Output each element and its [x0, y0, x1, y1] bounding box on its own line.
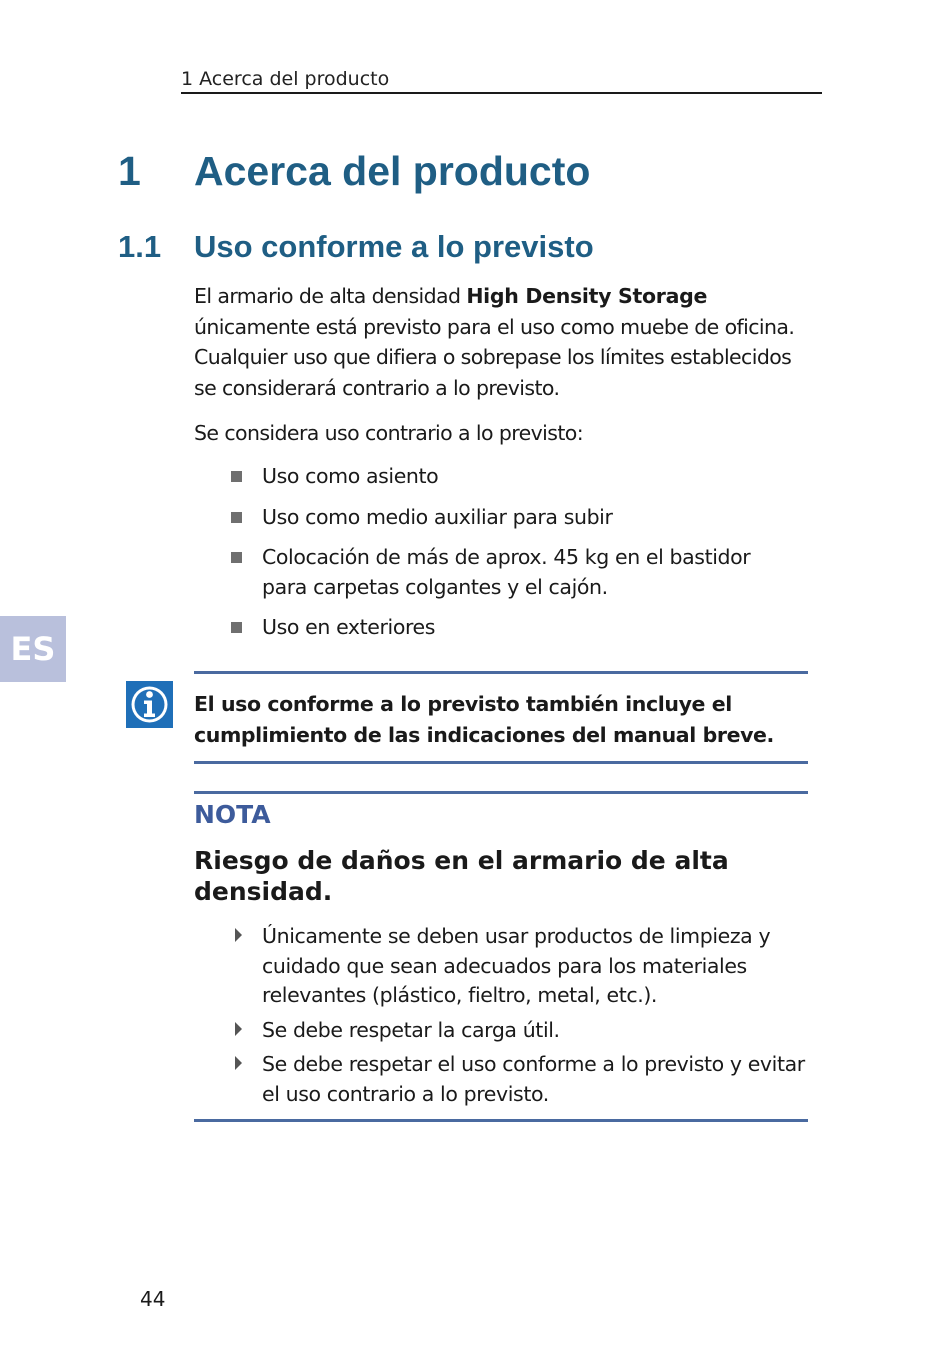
product-name: High Density Storage	[466, 284, 708, 308]
notice-label: NOTA	[194, 800, 271, 829]
notice-title: Riesgo de daños en el armario de alta densidad.	[194, 846, 729, 906]
section-title: Uso conforme a lo previsto	[194, 229, 594, 264]
list-item	[230, 462, 820, 492]
info-rule-bottom	[194, 761, 808, 764]
intro-before: El armario de alta densidad	[194, 284, 467, 308]
running-header: 1 Acerca del producto	[181, 66, 822, 94]
chapter-title: Acerca del producto	[194, 148, 591, 194]
triangle-bullet-icon	[235, 928, 242, 942]
misuse-list	[230, 462, 820, 654]
notice-rule-top	[194, 791, 808, 794]
square-bullet-icon	[231, 552, 242, 563]
triangle-bullet-icon	[235, 1022, 242, 1036]
info-note: El uso conforme a lo previsto también incluye el cumplimiento de las indicaciones del manual breve.	[194, 692, 774, 747]
intro-paragraph	[194, 281, 814, 403]
square-bullet-icon	[231, 512, 242, 523]
list-item	[232, 1016, 822, 1046]
list-item	[230, 613, 820, 643]
triangle-bullet-icon	[235, 1056, 242, 1070]
list-item-text: Se debe respetar el uso conforme a lo previsto y evitar el uso contrario a lo previsto.	[262, 1052, 805, 1106]
square-bullet-icon	[231, 622, 242, 633]
chapter-number: 1	[118, 148, 141, 194]
info-rule-top	[194, 671, 808, 674]
list-item	[232, 1050, 822, 1109]
section-number: 1.1	[118, 229, 162, 264]
notice-rule-bottom	[194, 1119, 808, 1122]
list-item	[230, 503, 820, 533]
list-item-text: Colocación de más de aprox. 45 kg en el bastidor para carpetas colgantes y el cajón.	[262, 545, 751, 599]
intro-after: únicamente está previsto para el uso como muebe de oficina. Cualquier uso que difiera o sobrepase los límites establecidos se considerará contrario a lo previsto.	[194, 314, 795, 400]
misuse-intro: Se considera uso contrario a lo previsto:	[194, 421, 584, 445]
info-icon	[126, 681, 173, 728]
list-item-text: Uso como asiento	[262, 464, 439, 488]
page-number: 44	[140, 1287, 166, 1311]
square-bullet-icon	[231, 471, 242, 482]
list-item-text: Uso en exteriores	[262, 615, 436, 639]
list-item	[232, 922, 822, 1011]
notice-action-list	[232, 922, 822, 1114]
list-item-text: Únicamente se deben usar productos de limpieza y cuidado que sean adecuados para los materiales relevantes (plástico, fieltro, metal, etc.).	[262, 924, 771, 1007]
list-item-text: Se debe respetar la carga útil.	[262, 1017, 560, 1042]
language-tab: ES	[0, 616, 66, 682]
list-item-text: Uso como medio auxiliar para subir	[262, 504, 613, 529]
list-item	[230, 543, 820, 602]
